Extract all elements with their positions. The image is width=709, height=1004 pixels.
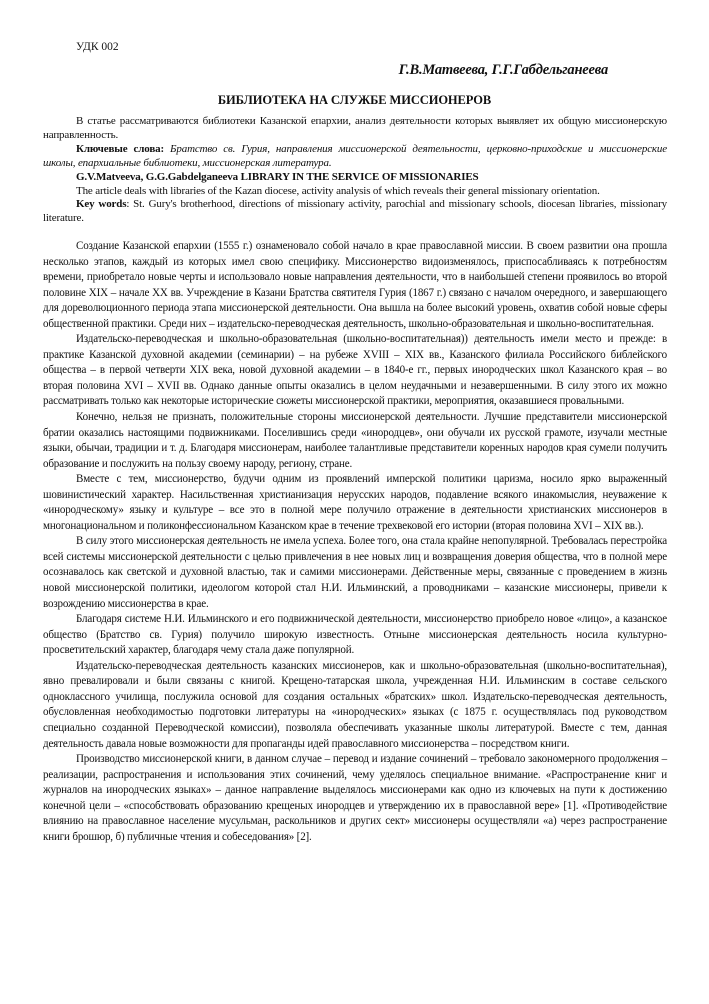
keywords-en [43,198,667,226]
paragraph: Издательско-переводческая деятельность казанских миссионеров, как и школьно-образовательная (школьно-воспитательная), явно превалировали и были связаны с книгой. Крещено-татарская школа, учрежденная Н.И. Ильминским в составе сельского одноклассного училища, послужила основой для создания остальных «братских» школ. Издательско-переводческая деятельность, обусловленная необходимостью подготовки литературы на «инородческих» языках (с 1875 г. осуществлялась под руководством специально созданной Переводческой комиссии), позволяла обеспечивать указанные школы литературой. Вместе с тем, данная деятельность давала новые возможности для пропаганды идей православного миссионерства – посредством книги. [43,659,667,750]
udk-code: УДК 002 [76,41,119,53]
paragraph: Издательско-переводческая и школьно-образовательная (школьно-воспитательная)) деятельность имели место и прежде: в практике Казанской духовной академии (семинарии) – на рубеже XVIII – XIX вв., Казанского филиала Российского библейского общества – в первой четверти XIX века, новой духовной академии – в 1840-е гг., первых инородческих школ Казанского края – во вторая половина XVI – XVII вв. Однако данные опыты оказались в целом неудачными и незавершенными. В силу этого их можно рассматривать только как некоторые исторические сюжеты миссионерской практики, мероприятия, оказавшиеся провальными. [43,333,667,408]
keywords-ru [43,143,667,171]
keywords-en-text: : St. Gury's brotherhood, directions of missionary activity, parochial and missionary schools, diocesan libraries, missionary literature. [43,198,667,225]
paragraph: Благодаря системе Н.И. Ильминского и его подвижнической деятельности, миссионерство приобрело новое «лицо», а казанское общество (Братство св. Гурия) получило широкую известность. Отныне миссионерская деятельность носила культурно-просветительский характер, благодаря чему стала даже популярной. [43,613,667,657]
english-authors-title: G.V.Matveeva, G.G.Gabdelganeeva LIBRARY IN THE SERVICE OF MISSIONARIES [76,170,479,183]
paragraph: Конечно, нельзя не признать, положительные стороны миссионерской деятельности. Лучшие представители миссионерской братии оказались настоящими подвижниками. Поселившись среди «инородцев», они обучали их русской грамоте, изучали местные языки, обычаи, традиции и т. д. Благодаря миссионерам, наиболее талантливые представители коренных народов края сумели получить образование и послужить на пользу своему народу, региону, стране. [43,411,667,470]
abstract-en: The article deals with libraries of the Kazan diocese, activity analysis of which reveals their general missionary orientation. [76,184,600,197]
article-body [43,239,667,845]
paragraph: Создание Казанской епархии (1555 г.) ознаменовало собой начало в крае православной миссии. В своем развитии она прошла несколько этапов, каждый из которых имел свою специфику. Миссионерство видоизменялось, приспосабливаясь к потребностям времени, приобретало новые черты и использовало новые направления деятельности, что в наибольшей степени проявилось во второй половине XIX – начале XX вв. Учреждение в Казани Братства святителя Гурия (1867 г.) связано с началом очередного, и завершающего для дореволюционного периода этапа миссионерской деятельности. Она вышла на более высокий уровень, охватив собой новые сферы общественной практики. Среди них – издательско-переводческая деятельность, школьно-образовательная и школьно-воспитательная. [43,240,667,330]
keywords-ru-label: Ключевые слова: [76,142,164,155]
article-title: БИБЛИОТЕКА НА СЛУЖБЕ МИССИОНЕРОВ [217,93,492,107]
paragraph: В силу этого миссионерская деятельность не имела успеха. Более того, она стала крайне непопулярной. Требовалась перестройка всей системы миссионерской деятельности с целью привлечения в нее новых лиц и возвращения доверия общества, что в полной мере осознавалось как светской и духовной властью, так и самими миссионерами. Действенные меры, связанные с проведением в жизнь новой миссионерской политики, идеологом которой стал Н.И. Ильминский, а проводниками – казанские миссионеры, привели к возрождению миссионерства в крае. [43,535,667,610]
paragraph: Производство миссионерской книги, в данном случае – перевод и издание сочинений – требовало закономерного продолжения – реализации, распространения и использования этих сочинений, чему уделялось специальное внимание. «Распространение книг и журналов на инородческих языках» – данное направление выделялось миссионерами как одно из ключевых на пути к достижению конечной цели – «способствовать образованию крещеных инородцев и утверждению их в православной вере» [1]. «Противодействие влиянию на православное население мусульман, раскольников и других сект» миссионеры осуществляли «а) через распространение книги брошюр, б) публичные чтения и собеседования» [2]. [43,753,667,843]
keywords-en-label: Key words [76,198,127,211]
abstract-block [43,115,667,226]
authors: Г.В.Матвеева, Г.Г.Габдельганеева [398,62,608,78]
english-title [43,171,667,185]
abstract-ru: В статье рассматриваются библиотеки Казанской епархии, анализ деятельности которых выявляет их общую миссионерскую направленность. [43,115,667,141]
keywords-ru-text: Братство св. Гурия, направления миссионерской деятельности, церковно-приходские и миссионерские школы, епархиальные библиотеки, миссионерская литература. [43,142,667,169]
paragraph: Вместе с тем, миссионерство, будучи одним из проявлений имперской политики царизма, носило ярко выраженный шовинистический характер. Насильственная христианизация нерусских народов, подавление всякого инакомыслия, неуважение к «инородческому» языку и культуре – все это в полной мере получило отражение в деятельности христианских миссионеров в многонациональном и поликонфессиональном Казанском крае в течение трехвековой его истории (вторая половина XVI – XIX вв.). [43,473,667,532]
